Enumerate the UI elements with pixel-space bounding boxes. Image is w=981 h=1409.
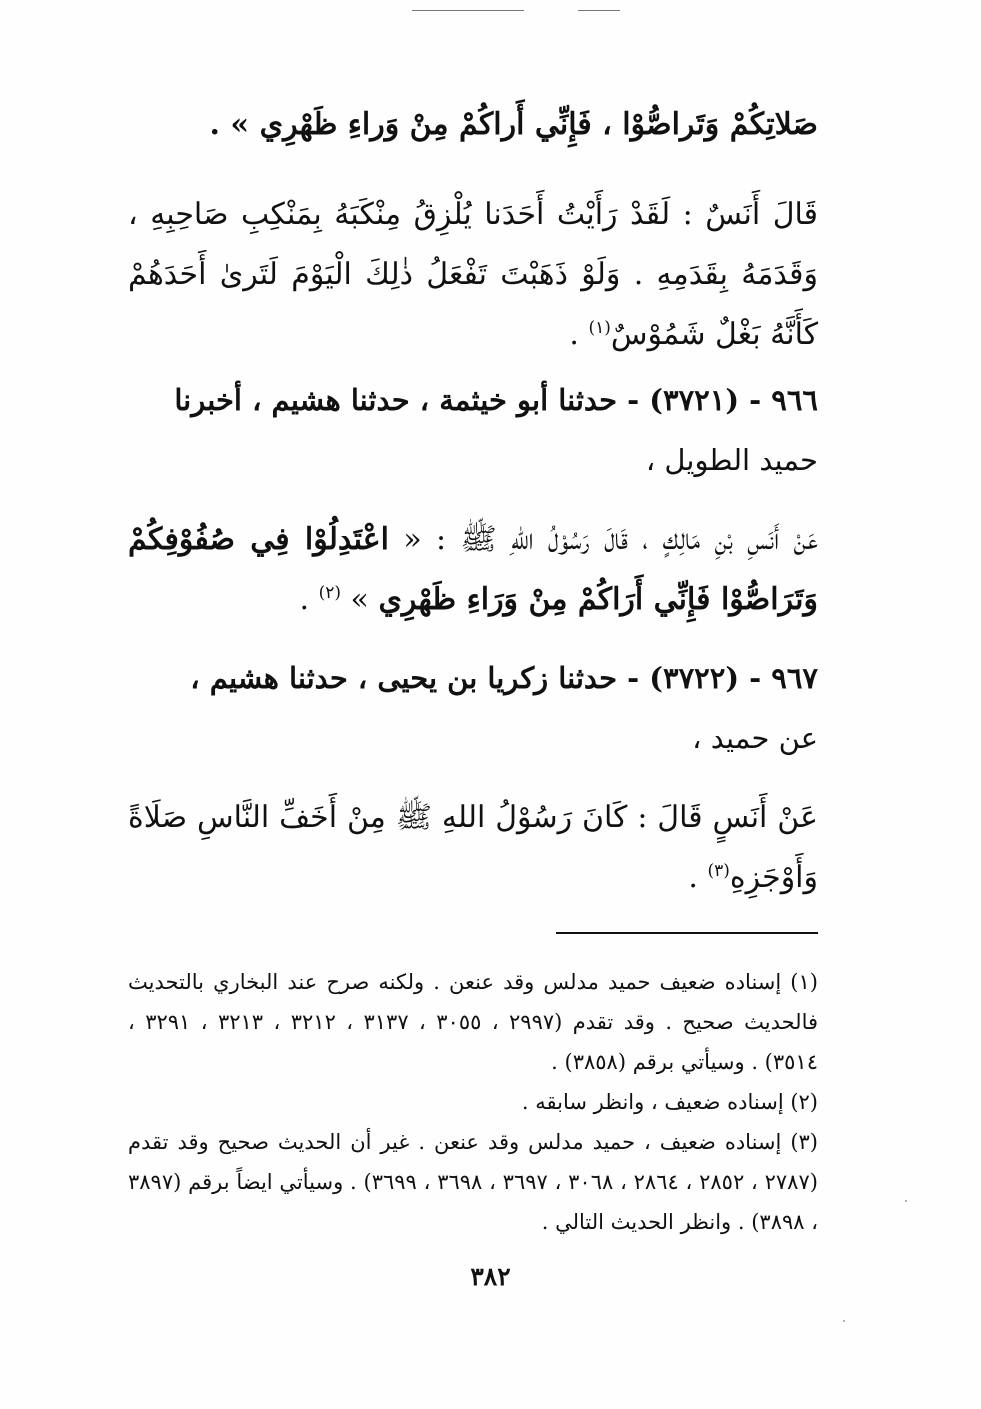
hadith-966-end: . xyxy=(299,582,319,617)
page-number: ٣٨٢ xyxy=(470,1262,511,1291)
footnote-1: (١) إسناده ضعيف حميد مدلس وقد عنعن . ولكنه صرح عند البخاري بالتحديث فالحديث صحيح . وقد تقدم (٢٩٩٧ ، ٣٠٥٥ ، ٣١٣٧ ، ٣٢١٢ ، ٣٢١٣ ، ٣٢٩١ ، ٣٥١٤) . وسيأتي برقم (٣٨٥٨) . xyxy=(128,970,819,1074)
footnote-ref-2: (٢) xyxy=(318,583,341,603)
footnote-ref-1: (١) xyxy=(588,318,611,338)
hadith-966-line-2: حميد الطويل ، xyxy=(645,443,818,477)
hadith-text-end: صَلاتِكُمْ وَتَراصُّوْا ، فَإِنِّي أَراكُمْ مِنْ وَراءِ ظَهْرِي » . xyxy=(209,107,818,142)
hadith-966-intro: عَنْ أَنَسِ بْنِ مَالِكٍ ، قَالَ رَسُوْلُ اللهِ ﷺ : « xyxy=(388,522,819,557)
footnote-2: (٢) إسناده ضعيف ، وانظر سابقه . xyxy=(521,1090,818,1114)
anas-statement xyxy=(128,185,818,365)
hadith-967-isnad xyxy=(128,648,818,768)
hadith-967-text: عَنْ أَنَسٍ قَالَ : كَانَ رَسُوْلُ اللهِ ﷺ مِنْ أَخَفِّ النَّاسِ صَلَاةً وَأَوْجَزِهِ xyxy=(128,800,818,895)
hadith-967-line-1: ٩٦٧ - (٣٧٢٢) - حدثنا زكريا بن يحيى ، حدثنا هشيم ، xyxy=(190,661,818,695)
hadith-966-matn xyxy=(128,510,818,630)
scan-speck xyxy=(843,1320,845,1322)
footnote-3: (٣) إسناده ضعيف ، حميد مدلس وقد عنعن . غير أن الحديث صحيح وقد تقدم (٢٧٨٧ ، ٢٨٥٢ ، ٢٨٦٤ ، ٣٠٦٨ ، ٣٦٩٧ ، ٣٦٩٨ ، ٣٦٩٩) . وسيأتي ايضاً برقم (٣٨٩٧ ، ٣٨٩٨) . وانظر الحديث التالي . xyxy=(128,1130,818,1234)
hadith-966-quote-close: » xyxy=(341,582,379,617)
hadith-967-line-2: عن حميد ، xyxy=(692,721,818,755)
hadith-966-line-1: ٩٦٦ - (٣٧٢١) - حدثنا أبو خيثمة ، حدثنا هشيم ، أخبرنا xyxy=(174,383,818,417)
footnote-ref-3: (٣) xyxy=(707,861,730,881)
scan-speck xyxy=(905,1200,907,1202)
hadith-966-quote: اعْتَدِلُوْا فِي صُفُوْفِكُمْ وَتَرَاصُّوْا فَإِنِّي أَرَاكُمْ مِنْ وَرَاءِ ظَهْرِي xyxy=(128,522,818,617)
anas-statement-end: . xyxy=(569,317,589,352)
top-rule-line xyxy=(578,10,620,11)
paragraph-continuation xyxy=(128,95,818,155)
hadith-966-isnad xyxy=(128,370,818,490)
top-rule-line xyxy=(412,10,524,11)
hadith-967-end: . xyxy=(688,860,708,895)
anas-statement-text: قَالَ أَنَسٌ : لَقَدْ رَأَيْتُ أَحَدَنا يُلْزِقُ مِنْكَبَهُ بِمَنْكِبِ صَاحِبِهِ ، وَقَدَمَهُ بِقَدَمِهِ . وَلَوْ ذَهَبْتَ تَفْعَلُ ذٰلِكَ الْيَوْمَ لَتَرىٰ أَحَدَهُمْ كَأَنَّهُ بَغْلٌ شَمُوْسٌ xyxy=(128,197,818,352)
footnotes xyxy=(128,962,818,1242)
footnote-separator xyxy=(556,932,818,934)
hadith-967-matn xyxy=(128,788,818,908)
